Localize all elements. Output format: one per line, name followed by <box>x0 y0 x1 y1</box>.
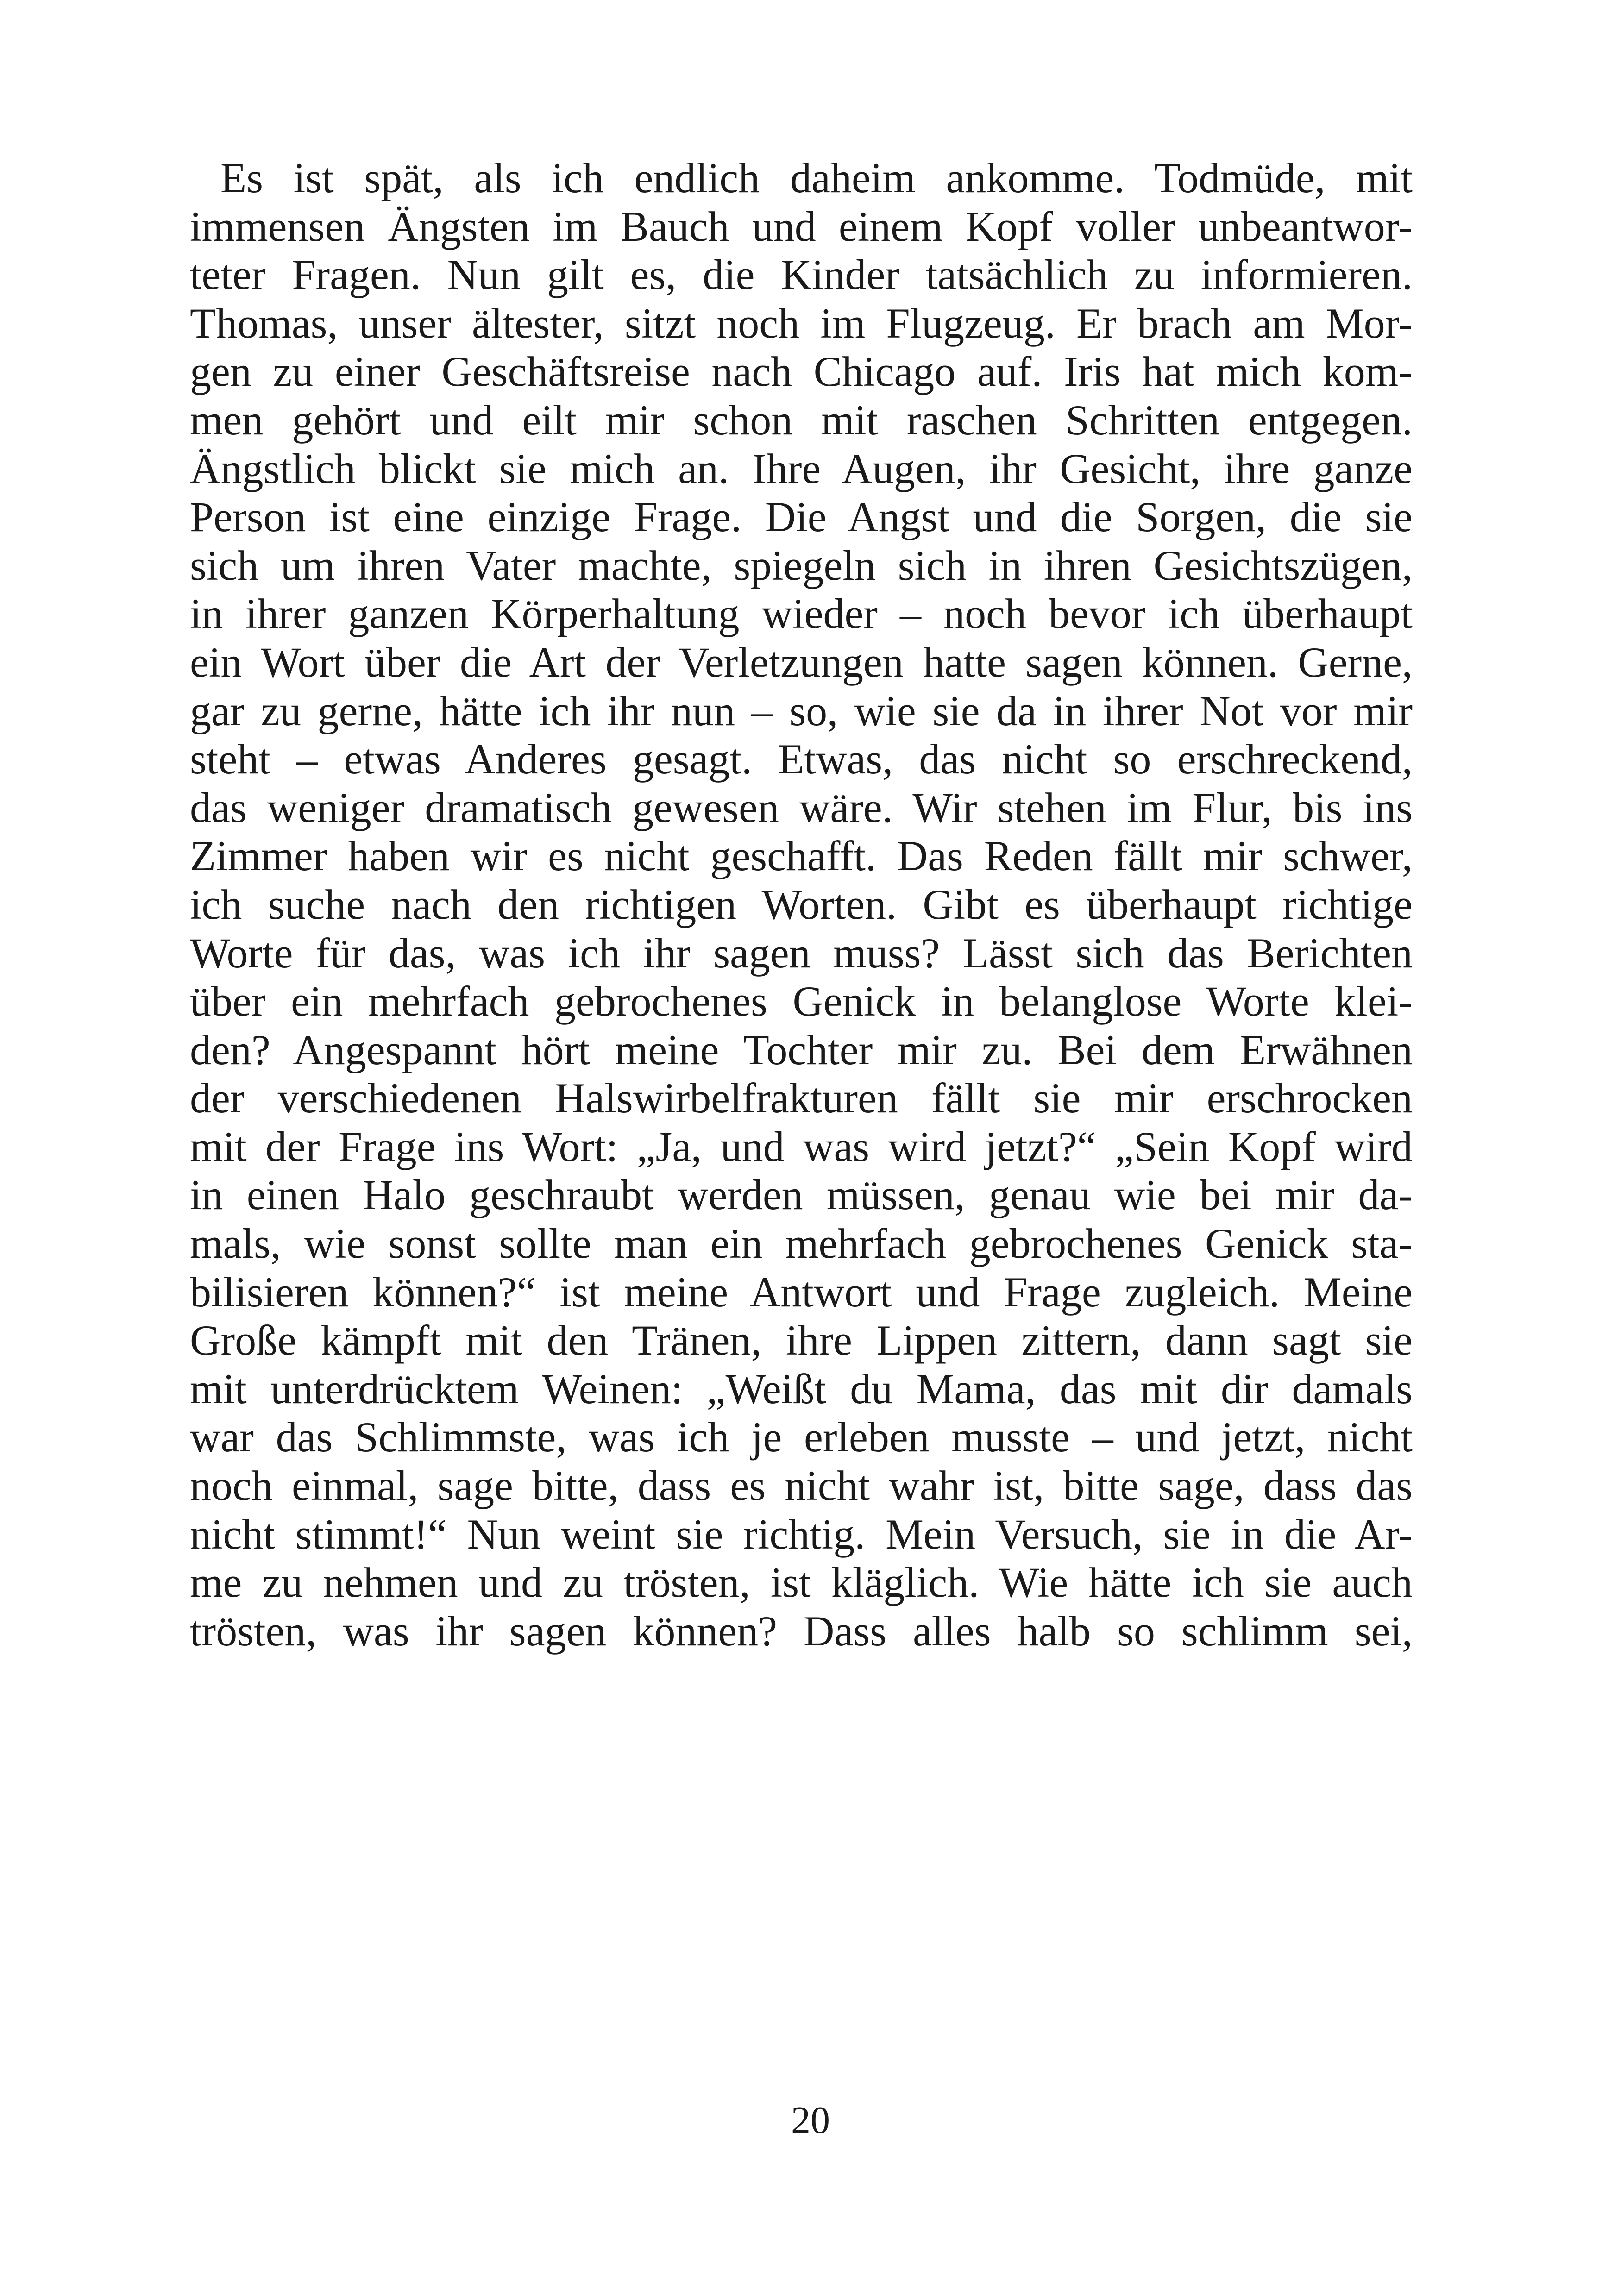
body-text <box>190 154 1413 1655</box>
text-line: immensen Ängsten im Bauch und einem Kopf voller unbeantwor- <box>190 202 1413 250</box>
text-line: gar zu gerne, hätte ich ihr nun – so, wie sie da in ihrer Not vor mir <box>190 687 1413 734</box>
text-line: gen zu einer Geschäftsreise nach Chicago auf. Iris hat mich kom- <box>190 348 1413 395</box>
text-line: noch einmal, sage bitte, dass es nicht wahr ist, bitte sage, dass das <box>190 1462 1413 1510</box>
text-line: steht – etwas Anderes gesagt. Etwas, das nicht so erschreckend, <box>190 735 1413 783</box>
text-line: nicht stimmt!“ Nun weint sie richtig. Mein Versuch, sie in die Ar- <box>190 1510 1413 1558</box>
text-line: ein Wort über die Art der Verletzungen hatte sagen können. Gerne, <box>190 638 1413 686</box>
text-line: mit der Frage ins Wort: „Ja, und was wird jetzt?“ „Sein Kopf wird <box>190 1123 1413 1170</box>
text-line: mit unterdrücktem Weinen: „Weißt du Mama, das mit dir damals <box>190 1365 1413 1412</box>
text-line: me zu nehmen und zu trösten, ist kläglich. Wie hätte ich sie auch <box>190 1559 1413 1606</box>
text-line: Worte für das, was ich ihr sagen muss? Lässt sich das Berichten <box>190 929 1413 977</box>
text-line: das weniger dramatisch gewesen wäre. Wir stehen im Flur, bis ins <box>190 784 1413 831</box>
text-line: Große kämpft mit den Tränen, ihre Lippen zittern, dann sagt sie <box>190 1317 1413 1364</box>
page-number: 20 <box>791 2099 830 2142</box>
text-line: in ihrer ganzen Körperhaltung wieder – noch bevor ich überhaupt <box>190 590 1413 638</box>
text-line: Es ist spät, als ich endlich daheim ankomme. Todmüde, mit <box>220 154 1413 201</box>
text-line: mals, wie sonst sollte man ein mehrfach gebrochenes Genick sta- <box>190 1220 1413 1267</box>
text-line: Person ist eine einzige Frage. Die Angst und die Sorgen, die sie <box>190 493 1413 541</box>
text-line: Ängstlich blickt sie mich an. Ihre Augen, ihr Gesicht, ihre ganze <box>190 445 1413 492</box>
text-line: Thomas, unser ältester, sitzt noch im Flugzeug. Er brach am Mor- <box>190 299 1413 347</box>
text-line: men gehört und eilt mir schon mit raschen Schritten entgegen. <box>190 396 1413 444</box>
text-line: teter Fragen. Nun gilt es, die Kinder tatsächlich zu informieren. <box>190 251 1413 299</box>
text-line: der verschiedenen Halswirbelfrakturen fällt sie mir erschrocken <box>190 1074 1413 1122</box>
text-line: war das Schlimmste, was ich je erleben musste – und jetzt, nicht <box>190 1413 1413 1461</box>
text-line: Zimmer haben wir es nicht geschafft. Das Reden fällt mir schwer, <box>190 832 1413 880</box>
text-line: sich um ihren Vater machte, spiegeln sich in ihren Gesichtszügen, <box>190 541 1413 589</box>
text-line: trösten, was ihr sagen können? Dass alles halb so schlimm sei, <box>190 1607 1413 1655</box>
text-line: in einen Halo geschraubt werden müssen, genau wie bei mir da- <box>190 1171 1413 1219</box>
text-line: ich suche nach den richtigen Worten. Gibt es überhaupt richtige <box>190 880 1413 928</box>
text-line: den? Angespannt hört meine Tochter mir zu. Bei dem Erwähnen <box>190 1026 1413 1073</box>
text-line: bilisieren können?“ ist meine Antwort und Frage zugleich. Meine <box>190 1268 1413 1316</box>
text-line: über ein mehrfach gebrochenes Genick in belanglose Worte klei- <box>190 978 1413 1025</box>
